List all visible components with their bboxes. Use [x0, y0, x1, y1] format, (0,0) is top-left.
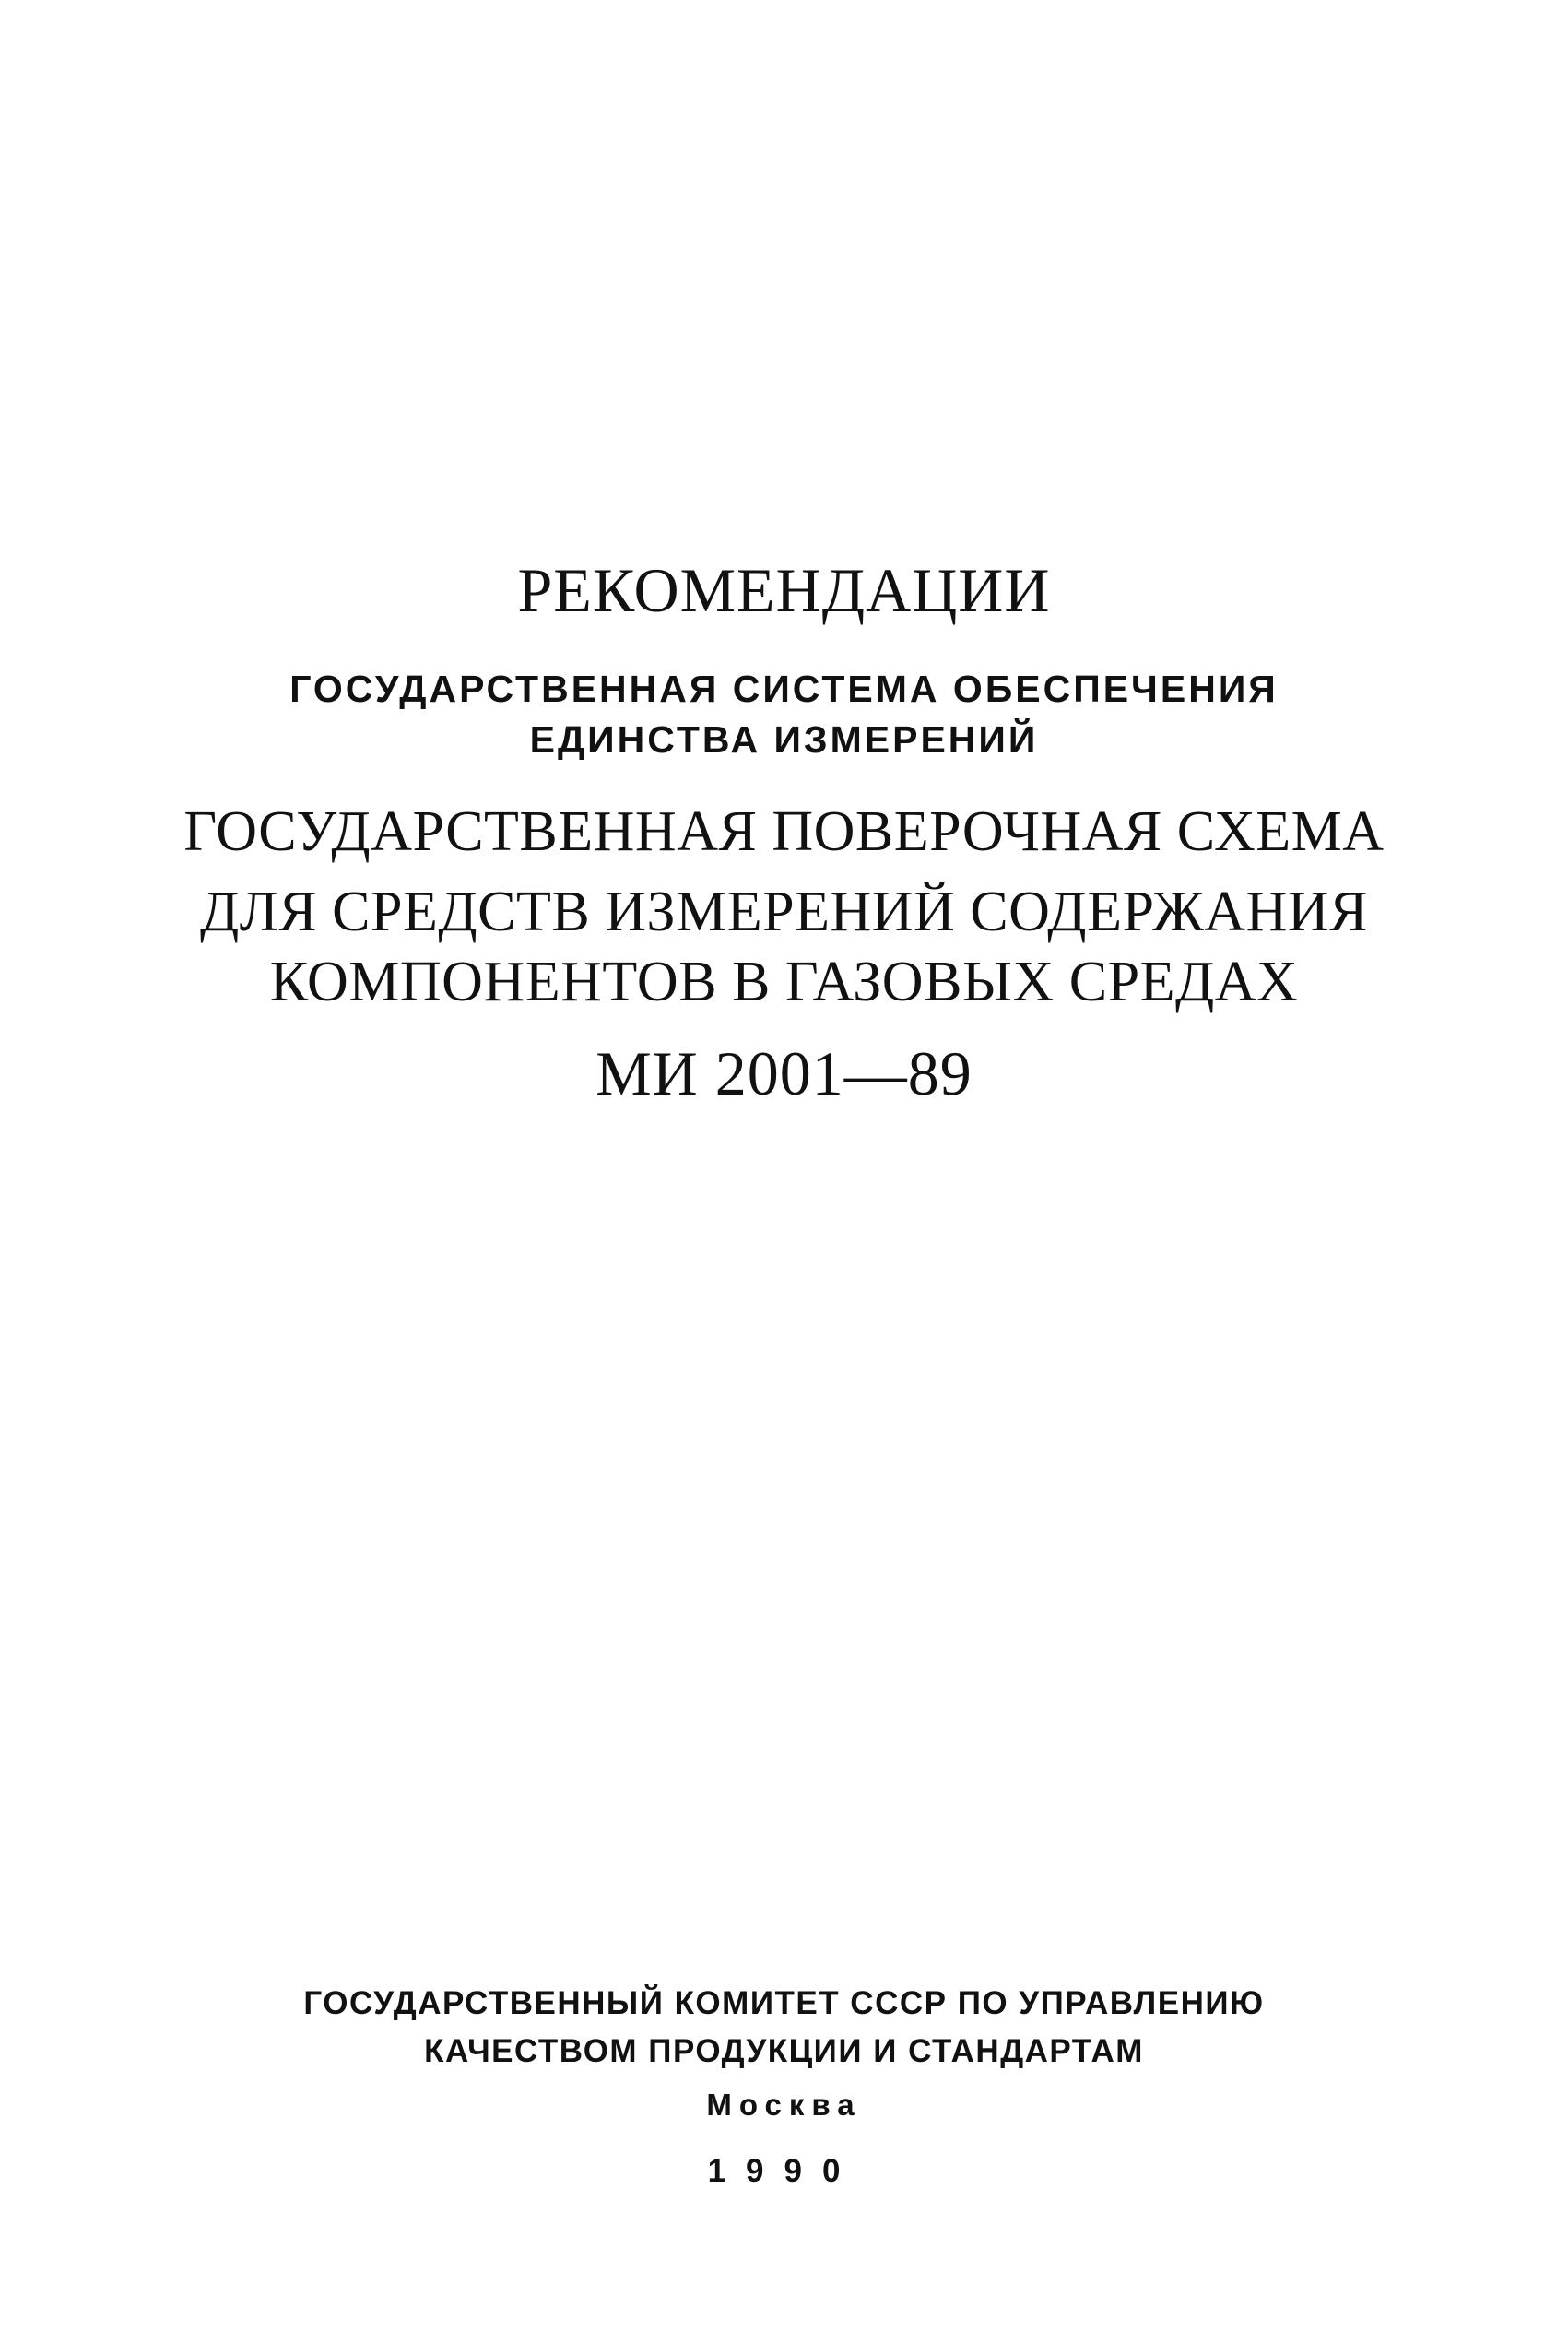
- title-line-2: ДЛЯ СРЕДСТВ ИЗМЕРЕНИЙ СОДЕРЖАНИЯ: [199, 881, 1369, 943]
- publication-year: 1990: [707, 2153, 861, 2189]
- publisher-line-2: КАЧЕСТВОМ ПРОДУКЦИИ И СТАНДАРТАМ: [424, 2033, 1144, 2069]
- document-heading: РЕКОМЕНДАЦИИ: [517, 555, 1051, 625]
- publisher-line-1: ГОСУДАРСТВЕННЫЙ КОМИТЕТ СССР ПО УПРАВЛЕНИЮ: [303, 1985, 1265, 2021]
- series-line-1: ГОСУДАРСТВЕННАЯ СИСТЕМА ОБЕСПЕЧЕНИЯ: [289, 668, 1279, 710]
- publication-city: Москва: [706, 2088, 862, 2122]
- series-line-2: ЕДИНСТВА ИЗМЕРЕНИЙ: [529, 718, 1039, 761]
- title-line-3: КОМПОНЕНТОВ В ГАЗОВЫХ СРЕДАХ: [269, 951, 1299, 1013]
- document-designation: МИ 2001—89: [595, 1038, 973, 1108]
- title-line-1: ГОСУДАРСТВЕННАЯ ПОВЕРОЧНАЯ СХЕМА: [183, 800, 1385, 863]
